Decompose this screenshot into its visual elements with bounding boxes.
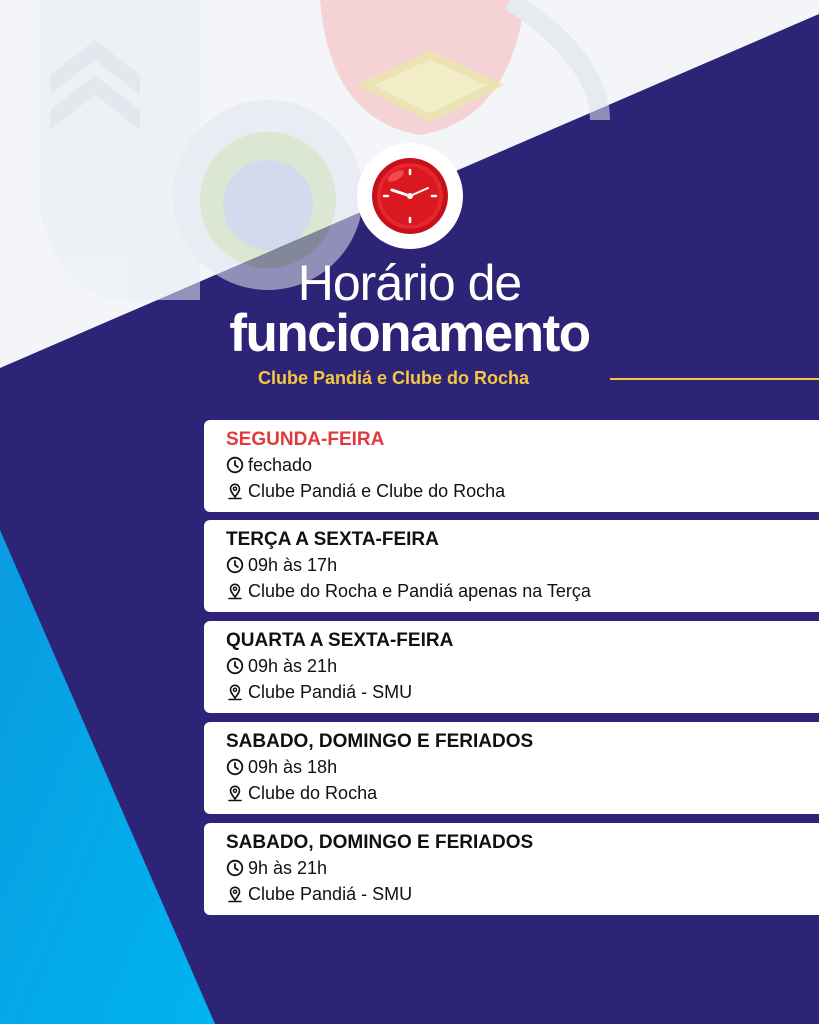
day-label: SABADO, DOMINGO E FERIADOS <box>226 832 534 853</box>
alarm-clock-icon <box>366 152 454 240</box>
clock-icon <box>226 556 244 574</box>
location-row <box>226 478 819 504</box>
location-row <box>226 881 819 907</box>
location-text: Clube do Rocha e Pandiá apenas na Terça <box>248 581 591 601</box>
schedule-card <box>204 420 819 512</box>
hours-row <box>226 653 819 679</box>
hours-text: 09h às 21h <box>248 656 338 676</box>
subtitle: Clube Pandiá e Clube do Rocha <box>258 368 530 388</box>
hours-text: 09h às 18h <box>248 757 338 777</box>
hours-row <box>226 552 819 578</box>
location-pin-icon <box>226 784 244 802</box>
hours-row <box>226 855 819 881</box>
day-label: QUARTA A SEXTA-FEIRA <box>226 630 454 651</box>
location-row <box>226 780 819 806</box>
title-line-2: funcionamento <box>229 304 590 363</box>
clock-icon <box>226 758 244 776</box>
clock-badge <box>357 143 463 249</box>
location-text: Clube Pandiá - SMU <box>248 682 413 702</box>
schedule-card <box>204 621 819 713</box>
clock-icon <box>226 859 244 877</box>
location-row <box>226 679 819 705</box>
location-row <box>226 578 819 604</box>
schedule-card <box>204 823 819 915</box>
subtitle-divider <box>610 378 819 380</box>
day-label: SEGUNDA-FEIRA <box>226 429 385 450</box>
location-pin-icon <box>226 582 244 600</box>
hours-row <box>226 452 819 478</box>
location-text: Clube Pandiá e Clube do Rocha <box>248 481 506 501</box>
schedule-card <box>204 520 819 612</box>
hours-text: 9h às 21h <box>248 858 328 878</box>
hours-row <box>226 754 819 780</box>
hours-text: 09h às 17h <box>248 555 338 575</box>
location-text: Clube do Rocha <box>248 783 378 803</box>
clock-icon <box>226 456 244 474</box>
hours-text: fechado <box>248 455 313 475</box>
clock-icon <box>226 657 244 675</box>
location-pin-icon <box>226 482 244 500</box>
day-label: TERÇA A SEXTA-FEIRA <box>226 529 439 550</box>
day-label: SABADO, DOMINGO E FERIADOS <box>226 731 534 752</box>
location-pin-icon <box>226 683 244 701</box>
location-text: Clube Pandiá - SMU <box>248 884 413 904</box>
schedule-card <box>204 722 819 814</box>
title-line-1: Horário de <box>297 255 522 311</box>
location-pin-icon <box>226 885 244 903</box>
